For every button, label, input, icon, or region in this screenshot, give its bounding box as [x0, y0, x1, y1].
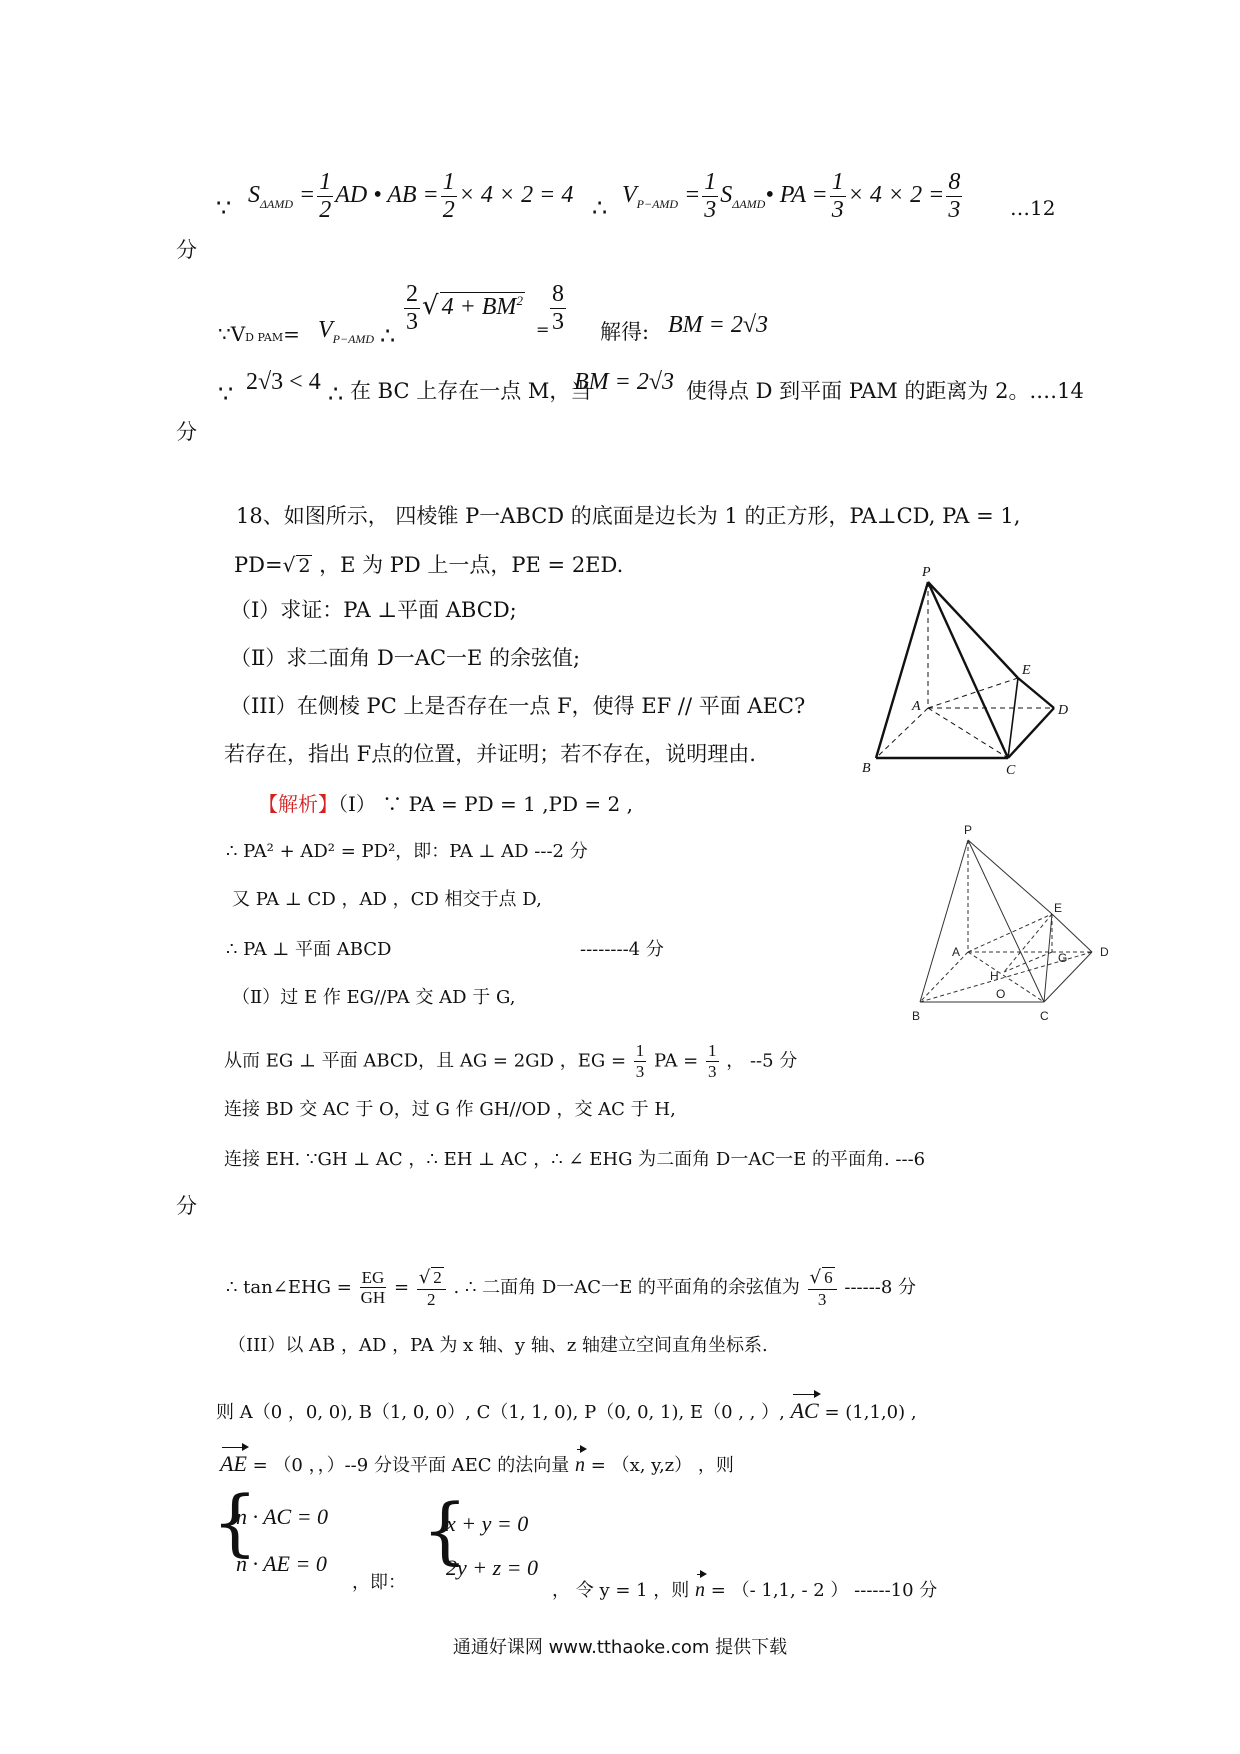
normal-vector-value: = （x, y,z） ，则	[590, 1455, 734, 1476]
pe-statement: ，E 为 PD 上一点，PE = 2ED.	[319, 553, 624, 577]
normal-vector: n	[575, 1447, 585, 1475]
pyramid-figure-1	[860, 565, 1080, 780]
eg-statement: 从而 EG ⊥ 平面 ABCD，且 AG = 2GD ，EG =	[224, 1050, 627, 1072]
frac-denominator: GH	[360, 1288, 386, 1308]
question-1: （Ⅰ）求证：PA ⊥平面 ABCD;	[230, 598, 517, 622]
area-product: × 4 × 2 = 4	[458, 182, 574, 209]
area-expression: AD • AB =	[335, 182, 439, 209]
score-12: …12	[1010, 196, 1056, 220]
edge-ce	[1044, 914, 1052, 1002]
solution-line-8: 连接 EH. ∵GH ⊥ AC ，∴ EH ⊥ AC ，∴ ∠ EHG 为二面角 D一AC一E 的平面角. ---6	[224, 1149, 926, 1170]
edge-pe	[968, 840, 1052, 914]
area-subscript: ΔAMD	[260, 197, 294, 212]
edge-pc	[968, 840, 1044, 1002]
volume-symbol: V	[622, 182, 637, 209]
equals-2: =	[536, 320, 550, 339]
edge-cd	[1044, 952, 1092, 1002]
label-e: E	[1022, 663, 1031, 678]
tan-expression: ∴ tan∠EHG =	[226, 1276, 352, 1298]
vector-ae-value: = （0 ，，）--9 分设平面 AEC 的法向量	[252, 1455, 570, 1476]
equals-3: =	[393, 1276, 410, 1298]
edge-cd	[1008, 708, 1054, 758]
volume-formula: $V_{P-AMD}$ = $\frac{1}{3}$ $S_{\Delta AMD}•$ PA = $\frac{1}{3}$ × 4 × 2 = $\frac{8}{3}$	[622, 169, 961, 224]
label-p: P	[922, 565, 931, 580]
score-unit: 分	[176, 238, 197, 262]
score-unit-2: 分	[176, 420, 197, 444]
solution-line-1	[258, 794, 633, 814]
equals-sign: =	[283, 322, 300, 346]
pyramid-figure-2	[904, 824, 1134, 1034]
label-a: A	[912, 699, 921, 714]
let-y: ， 令 y = 1 ，则	[552, 1580, 690, 1601]
score-unit-3: 分	[176, 1194, 197, 1218]
edge-ed	[1052, 914, 1092, 952]
problem-statement-2: PD=√ 2 ，E 为 PD 上一点，PE = 2ED.	[234, 553, 624, 577]
score-5: ， --5 分	[726, 1050, 798, 1072]
volume-subscript: P−AMD	[636, 197, 679, 212]
solution-label: 【解析】	[258, 792, 338, 816]
page-footer: 通通好课网 www.tthaoke.com 提供下载	[452, 1637, 788, 1658]
brace-left-2: {	[422, 1488, 468, 1572]
label-a: A	[952, 945, 961, 959]
v-subscript: D PAM	[245, 331, 284, 344]
label-c: C	[1040, 1009, 1049, 1023]
normal-vector-2: n	[695, 1572, 705, 1600]
label-e: E	[1054, 901, 1063, 915]
solution-line-12	[220, 1445, 734, 1475]
vector-ac: AC	[791, 1392, 819, 1422]
solution-step-1: （Ⅰ） ∵ PA = PD = 1 ,PD = 2 ,	[338, 792, 633, 816]
edge-ed	[1018, 678, 1054, 708]
because-3: ∵	[218, 380, 234, 408]
because-v	[218, 324, 300, 344]
cosine-statement: . ∴ 二面角 D一AC一E 的平面角的余弦值为	[453, 1276, 800, 1298]
coordinates: 则 A（0 ，0, 0), B（1, 0, 0）, C（1, 1, 0), P（0, 0, 1), E（0 , , ）,	[216, 1402, 785, 1423]
vector-ae: AE	[220, 1445, 247, 1475]
inequality: 2√3 < 4	[246, 369, 321, 395]
because-v-text: ∵V	[218, 322, 246, 346]
question-3: （III）在侧棱 PC 上是否存在一点 F，使得 EF // 平面 AEC?	[230, 694, 806, 718]
area-symbol: S	[248, 182, 260, 209]
label-g: G	[1058, 951, 1068, 965]
solution-line-9: ∴ tan∠EHG = $\frac{EG}{GH}$ = $\frac{√ 2}{2}$ . ∴ 二面角 D一AC一E 的平面角的余弦值为 $\frac{√ 6}{3}$ ------8 分	[226, 1267, 917, 1309]
therefore-2: ∴	[380, 322, 396, 350]
solve-label: 解得:	[600, 320, 650, 344]
label-p: P	[964, 823, 973, 837]
v2-subscript: P−AMD	[332, 332, 375, 346]
edge-pb	[876, 582, 928, 758]
label-d: D	[1100, 945, 1109, 959]
solution-line-10: （III）以 AB ，AD ，PA 为 x 轴、y 轴、z 轴建立空间直角坐标系.	[228, 1335, 768, 1356]
edge-pe	[928, 582, 1018, 678]
exponent: 2	[516, 293, 523, 309]
statement-2: 使得点 D 到平面 PAM 的距离为 2。.…14	[686, 379, 1084, 403]
solution-line-5: （Ⅱ）过 E 作 EG//PA 交 AD 于 G,	[232, 987, 516, 1008]
label-b: B	[912, 1009, 921, 1023]
score-8: ------8 分	[844, 1276, 917, 1298]
solution-line-7: 连接 BD 交 AC 于 O，过 G 作 GH//OD ，交 AC 于 H,	[224, 1099, 676, 1120]
sqrt-expression: $\frac{2}{3}$ √ $4 + BM^2$	[406, 281, 523, 336]
solution-line-3: 又 PA ⊥ CD ，AD ，CD 相交于点 D,	[232, 889, 542, 910]
question-2: （Ⅱ）求二面角 D一AC一E 的余弦值;	[230, 646, 581, 670]
vector-ac-value: = (1,1,0) ,	[824, 1402, 917, 1423]
label-b: B	[862, 761, 871, 776]
statement-1: 在 BC 上存在一点 M，当	[350, 379, 592, 403]
solution-line-4: ∴ PA ⊥ 平面 ABCD	[226, 939, 392, 960]
system-1-eq-1: n · AC = 0	[236, 1504, 329, 1529]
pa-equals: PA =	[654, 1050, 699, 1072]
ie-label: ，即：	[352, 1572, 406, 1593]
solution-line-11	[216, 1392, 917, 1422]
solution-line-6: 从而 EG ⊥ 平面 ABCD，且 AG = 2GD ，EG = $\frac{1}{3}$ PA = $\frac{1}{3}$ ， --5 分	[224, 1041, 798, 1081]
frac-8-3: $\frac{8}{3}$	[552, 281, 564, 336]
bm-condition: BM = 2√3	[574, 369, 675, 395]
label-h: H	[990, 969, 999, 983]
therefore-symbol: ∴	[592, 194, 608, 222]
problem-statement-1: 18、如图所示， 四棱锥 P一ABCD 的底面是边长为 1 的正方形，PA⊥CD, PA = 1,	[236, 504, 1021, 528]
area-formula: $S_{\Delta AMD}$ = $\frac{1}{2}$ AD • AB = $\frac{1}{2}$ × 4 × 2 = 4	[248, 169, 574, 224]
volume-expression: • PA =	[765, 182, 828, 209]
v2-symbol: V	[318, 317, 333, 343]
label-c: C	[1006, 763, 1016, 778]
solution-score-4: --------4 分	[580, 939, 664, 960]
bm-result: BM = 2√3	[668, 312, 769, 338]
radicand: 4 + BM	[441, 294, 517, 321]
volume-S: S	[720, 182, 733, 209]
therefore-3: ∴	[328, 380, 344, 408]
edge-ae-hidden	[968, 914, 1052, 952]
question-3-cont: 若存在，指出 F点的位置，并证明；若不存在，说明理由.	[224, 742, 756, 766]
v-pamd	[318, 318, 374, 345]
solution-line-13	[552, 1572, 937, 1600]
normal-vector-result: = （- 1,1, - 2 ） ------10 分	[710, 1580, 938, 1601]
pd-label: PD=	[234, 553, 283, 577]
edge-pc	[928, 582, 1008, 758]
system-1-eq-2: n · AE = 0	[236, 1551, 327, 1576]
edge-eh-hidden	[1004, 914, 1052, 972]
brace-left-1: {	[212, 1480, 258, 1564]
system-2-eq-1: x + y = 0	[446, 1511, 529, 1536]
volume-product: × 4 × 2 =	[847, 182, 945, 209]
frac-numerator: EG	[361, 1267, 385, 1287]
system-2-eq-2: 2y + z = 0	[446, 1555, 539, 1580]
label-d: D	[1058, 703, 1069, 718]
solution-line-2: ∴ PA² + AD² = PD²，即：PA ⊥ AD ---2 分	[226, 841, 588, 862]
edge-ce	[1008, 678, 1018, 758]
because-symbol: ∵	[216, 194, 232, 222]
label-o: O	[996, 987, 1006, 1001]
